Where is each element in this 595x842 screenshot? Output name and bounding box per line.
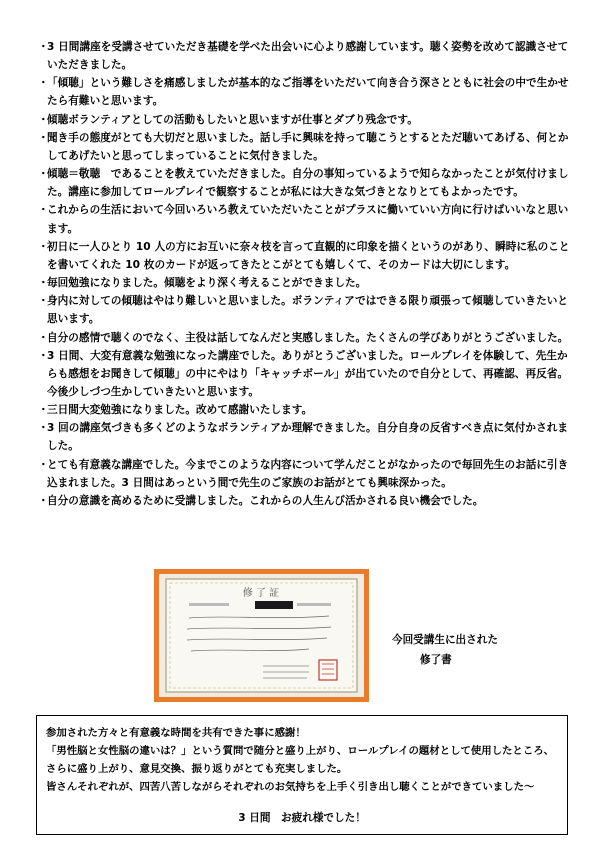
comment-text: 傾聴ボランティアとしての活動もしたいと思いますが仕事とダブり残念です。 [47,113,418,126]
bullet: ・ [38,277,49,290]
redaction-bar [255,601,293,609]
bullet: ・ [38,204,49,217]
comment-item [38,492,570,510]
bullet: ・ [38,168,49,181]
comment-text: 初日に一人ひとり 10 人の方にお互いに奈々枝を言って直観的に印象を描くというのがあり、瞬時に私のことを書いてくれた 10 枚のカードが返ってきたとこがとても嬉しくて、そのカードは大切にします。 [47,240,570,271]
comment-item [38,329,570,347]
comment-item [38,129,570,165]
comment-item [38,456,570,492]
bullet: ・ [38,77,49,90]
comment-text: 聞き手の態度がとても大切だと思いました。話し手に興味を持って聴こうとするとただ聴いてあげる、何とかしてあげたいと思ってしまっていることに気付きました。 [47,131,569,162]
comment-item [38,401,570,419]
certificate-title: 修 了 証 [242,588,280,599]
certificate-photo [159,574,364,697]
comment-text: 3 回の講座気づきも多くどのようなボランティアか理解できました。自分自身の反省すべき点に気付かされました。 [47,422,568,453]
comment-item [38,238,570,274]
bullet: ・ [38,331,49,344]
bullet: ・ [38,131,49,144]
comment-text: 「傾聴」という難しさを痛感しましたが基本的なご指導をいただいて向き合う深さとともに社会の中で生かせたら有難いと思います。 [47,77,569,108]
caption-line-2: 修了書 [420,654,452,666]
comment-text: 3 日間講座を受講させていただき基礎を学べた出会いに心より感謝しています。聴く姿勢を改めて認識させていただきました。 [47,41,569,72]
comment-text: 3 日間、大変有意義な勉強になった講座でした。ありがとうございました。ロールプレイを体験して、先生からも感想をお聞きして傾聴」の中にやはり「キャッチボール」が出ていたので自分として、再確認、再反省。今後少しづつ生かしていきたいと思います。 [47,349,569,398]
comment-item [38,419,570,455]
comment-item [38,292,570,328]
comment-item [38,111,570,129]
message-line: 「男性脳と女性脳の違いは？」という質問で随分と盛り上がり、ロールプレイの題材として使用したところ、さらに盛り上がり、意見交換、振り返りがとても充実しました。 [46,745,554,775]
bullet: ・ [38,295,49,308]
comment-item [38,38,570,74]
message-line: 皆さんそれぞれが、四苦八苦しながらそれぞれのお気持ちを上手く引き出し聴くことができていました～ [46,781,535,793]
comment-text: 身内に対しての傾聴はやはり難しいと思いました。ボランティアではできる限り頑張って傾聴していきたいと思います。 [47,295,569,326]
comment-text: これからの生活において今回いろいろ教えていただいたことがプラスに働いていい方向に行けばいいなと思います。 [47,204,569,235]
caption-line-1: 今回受講生に出された [392,634,498,646]
message-line: 参加された方々と有意義な時間を共有できた事に感謝！ [46,727,306,739]
comment-item [38,274,570,292]
comment-item [38,201,570,237]
certificate-image [159,574,364,697]
bullet: ・ [38,494,49,507]
comment-text: 傾聴＝敬聴 であることを教えていただきました。自分の事知っているようで知らなかったことが気付けました。講座に参加してロールプレイで観察することが私には大きな気づきとなりとてもよかったです。 [47,168,569,199]
comment-text: 自分の感情で聴くのでなく、主役は話してなんだと実感しました。たくさんの学びありがとうございました。 [47,331,569,344]
comment-item [38,347,570,401]
bullet: ・ [38,422,49,435]
message-footer: 3 日間 お疲れ様でした！ [238,812,366,824]
bullet: ・ [38,41,49,53]
comment-item [38,74,570,110]
bullet: ・ [38,240,49,253]
comment-text: 毎回勉強になりました。傾聴をより深く考えることができました。 [47,277,367,290]
bullet: ・ [38,458,49,471]
certificate-photo-frame [154,569,369,702]
comment-text: 自分の意識を高めるために受講しました。これからの人生んび活かされる良い機会でした。 [47,494,484,507]
certificate-caption [392,630,498,670]
participant-comments [38,38,570,510]
comment-text: とても有意義な講座でした。今までこのような内容について学んだことがなかったので毎回先生のお話に引き込まれました。3 日間はあっという間で先生のご家族のお話がとても興味深かった。 [47,458,569,489]
bullet: ・ [38,349,49,362]
bullet: ・ [38,404,49,417]
message-box [36,715,568,835]
comment-text: 三日間大変勉強になりました。改めて感謝いたします。 [47,404,313,417]
comment-item [38,165,570,201]
bullet: ・ [38,113,49,126]
